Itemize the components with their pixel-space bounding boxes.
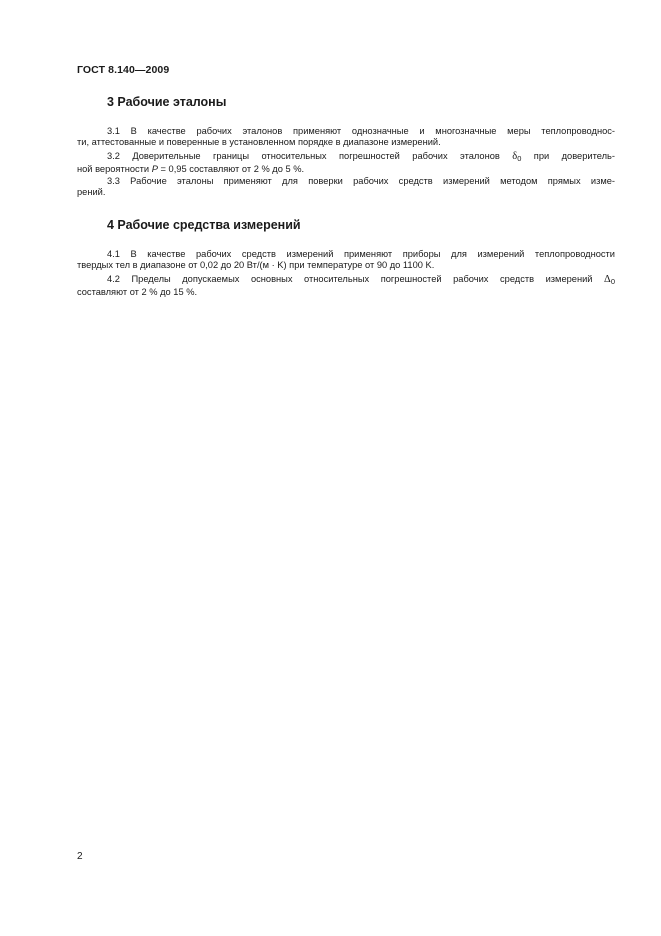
paragraph-3-1 [77, 126, 615, 148]
paragraph-3-3-line-1: 3.3 Рабочие эталоны применяют для поверки рабочих средств измерений методом прямых изме- [107, 176, 615, 186]
document-code-header: ГОСТ 8.140—2009 [77, 64, 170, 76]
paragraph-4-2-text: 4.2 Пределы допускаемых основных относительных погрешностей рабочих средств измерений [107, 274, 593, 284]
section-4-title: 4 Рабочие средства измерений [107, 218, 301, 232]
delta-subscript: 0 [517, 154, 522, 163]
section-3-title: 3 Рабочие эталоны [107, 95, 227, 109]
paragraph-3-2-line-2-start: ной вероятности [77, 164, 152, 174]
paragraph-4-1-line-2: твердых тел в диапазоне от 0,02 до 20 Вт/(м · K) при температуре от 90 до 1100 K. [77, 260, 435, 270]
paragraph-4-1-line-1: 4.1 В качестве рабочих средств измерений применяют приборы для измерений теплопроводности [107, 249, 615, 259]
delta-symbol: δ [512, 151, 518, 162]
paragraph-3-3-line-2: рений. [77, 187, 106, 197]
paragraph-3-1-line-2: ти, аттестованные и поверенные в установленном порядке в диапазоне измерений. [77, 137, 441, 147]
probability-variable: P [151, 164, 158, 174]
paragraph-3-2-line-1 [77, 151, 615, 164]
delta-capital-symbol: Δ [604, 274, 611, 285]
paragraph-3-3 [77, 176, 615, 198]
delta-capital-subscript: 0 [610, 277, 615, 286]
paragraph-4-2-line-2: составляют от 2 % до 15 %. [77, 287, 198, 297]
paragraph-3-2 [77, 151, 615, 175]
page-number: 2 [77, 851, 83, 862]
paragraph-3-1-line-1: 3.1 В качестве рабочих эталонов применяют однозначные и многозначные меры теплопроводнос- [107, 126, 615, 136]
paragraph-3-2-text: 3.2 Доверительные границы относительных погрешностей рабочих эталонов [107, 151, 500, 161]
paragraph-3-2-line-2-end: = 0,95 составляют от 2 % до 5 %. [157, 164, 305, 174]
paragraph-3-2-text-end: при доверитель- [521, 151, 615, 161]
paragraph-4-2-line-1 [77, 274, 615, 287]
paragraph-4-1 [77, 249, 615, 271]
paragraph-4-2 [77, 274, 615, 298]
paragraph-3-2-line-2 [77, 164, 615, 175]
